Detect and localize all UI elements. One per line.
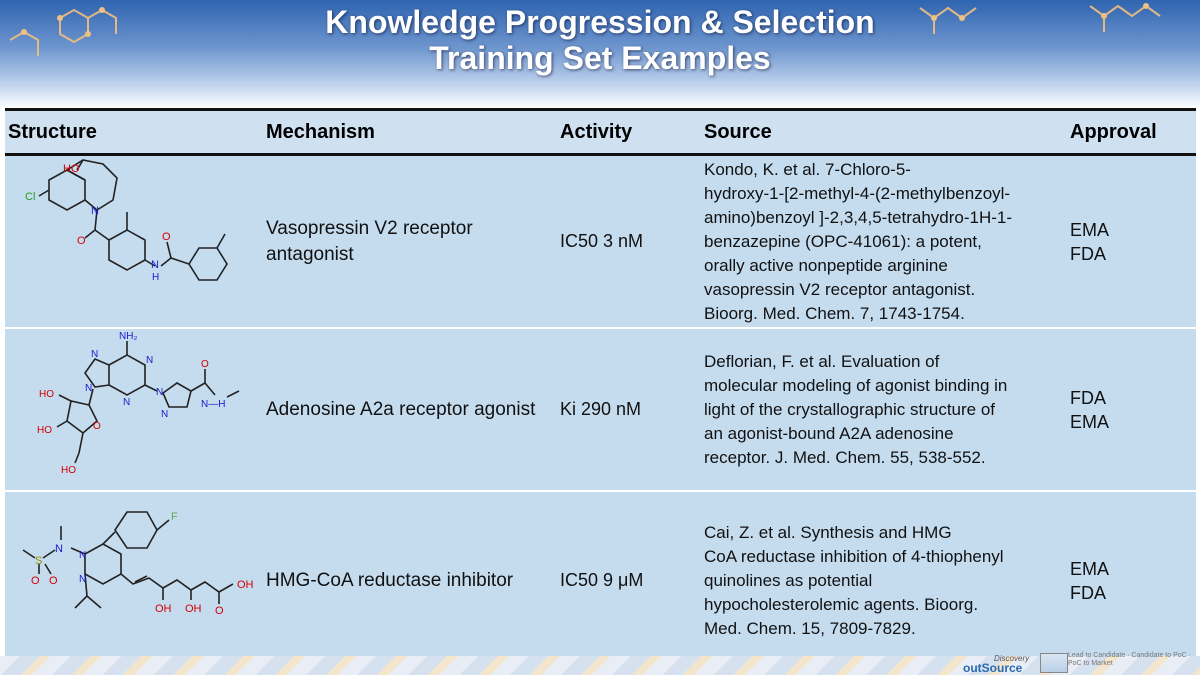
structure-cell [5, 491, 262, 671]
approval-text: FDA EMA [1070, 387, 1110, 432]
nh-label: N—H [201, 399, 226, 410]
source-text: Deflorian, F. et al. Evaluation of molecular modeling of agonist binding in light of the crystallographic structure of an agonist-bound A2A adenosine receptor. J. Med. Chem. 55, 538-552. [704, 351, 1008, 467]
tolvaptan-structure-image [5, 156, 259, 322]
activity-cell: Ki 290 nM [556, 328, 700, 491]
source-cell [700, 491, 1066, 671]
n2-label: N [146, 355, 154, 366]
slide-header [0, 0, 1200, 108]
logo-top-text: Discovery [994, 654, 1030, 663]
n3-label: N [79, 574, 87, 585]
title-line-1: Knowledge Progression & Selection [325, 4, 875, 40]
o1-label: O [31, 575, 40, 587]
mechanism-cell: HMG-CoA reductase inhibitor [262, 491, 556, 671]
n-label: N [91, 205, 99, 217]
o2-label: O [49, 575, 58, 587]
n3-label: N [123, 397, 131, 408]
title-line-2: Training Set Examples [429, 40, 771, 76]
source-text: Cai, Z. et al. Synthesis and HMG CoA reductase inhibition of 4-thiophenyl quinolines as potential hypocholesterolemic agents. Bioorg. Med. Chem. 15, 7809-7829. [704, 522, 1004, 638]
oh3-label: OH [237, 579, 254, 591]
oh-label: HO [63, 163, 80, 175]
logo-tagline-text: Lead to Candidate · Candidate to PoC · PoC to Market [1068, 652, 1191, 667]
o2-label: O [162, 231, 171, 243]
statin-structure-image [5, 492, 259, 664]
o-label: O [77, 235, 86, 247]
ho3-label: HO [61, 465, 76, 476]
f-label: F [171, 511, 178, 523]
source-cell [700, 328, 1066, 491]
n2-label: N [79, 550, 87, 561]
table-row [5, 155, 1196, 329]
s-label: S [35, 555, 43, 567]
nh2-label: NH₂ [119, 331, 138, 342]
nh-h-label: H [152, 272, 160, 283]
ho2-label: HO [37, 425, 52, 436]
o-amide-label: O [201, 359, 209, 370]
header-activity: Activity [556, 110, 700, 155]
n1-label: N [91, 349, 99, 360]
table-header-row [5, 110, 1196, 155]
logo-tagline [1068, 652, 1193, 668]
header-mechanism: Mechanism [262, 110, 556, 155]
logo-main-text: outSource [963, 661, 1023, 675]
nh-n-label: N [151, 259, 159, 271]
table-row [5, 491, 1196, 671]
ho1-label: HO [39, 389, 54, 400]
n6-label: N [161, 409, 169, 420]
header-structure: Structure [5, 110, 262, 155]
approval-cell [1066, 328, 1196, 491]
header-source: Source [700, 110, 1066, 155]
source-text: Kondo, K. et al. 7-Chloro-5- hydroxy-1-[2-methyl-4-(2-methylbenzoyl- amino)benzoyl ]-2,3,4,5-tetrahydro-1H-1- benzazepine (OPC-41061): a potent, orally active nonpeptide arginine vasopressin V2 receptor antagonist. Bioorg. Med. Chem. 7, 1743-1754. [704, 159, 1013, 323]
n5-label: N [156, 387, 164, 398]
approval-text: EMA FDA [1070, 558, 1110, 603]
o-ring-label: O [93, 421, 101, 432]
structure-cell [5, 328, 262, 491]
table-row [5, 328, 1196, 491]
adenosine-agonist-structure-image [5, 329, 259, 485]
training-set-table [5, 108, 1196, 672]
approval-cell [1066, 491, 1196, 671]
activity-cell: IC50 9 μM [556, 491, 700, 671]
cl-label: Cl [25, 191, 36, 203]
n4-label: N [85, 383, 93, 394]
mechanism-cell: Vasopressin V2 receptor antagonist [262, 155, 556, 329]
source-cell [700, 155, 1066, 329]
approval-text: EMA FDA [1070, 219, 1110, 264]
approval-cell [1066, 155, 1196, 329]
slide-title [0, 4, 1200, 76]
activity-cell: IC50 3 nM [556, 155, 700, 329]
oh1-label: OH [155, 603, 172, 615]
structure-cell [5, 155, 262, 329]
n1-label: N [55, 543, 63, 555]
mechanism-cell: Adenosine A2a receptor agonist [262, 328, 556, 491]
header-approval: Approval [1066, 110, 1196, 155]
o3-label: O [215, 605, 224, 617]
oh2-label: OH [185, 603, 202, 615]
logo-emblem-icon [1040, 653, 1068, 673]
